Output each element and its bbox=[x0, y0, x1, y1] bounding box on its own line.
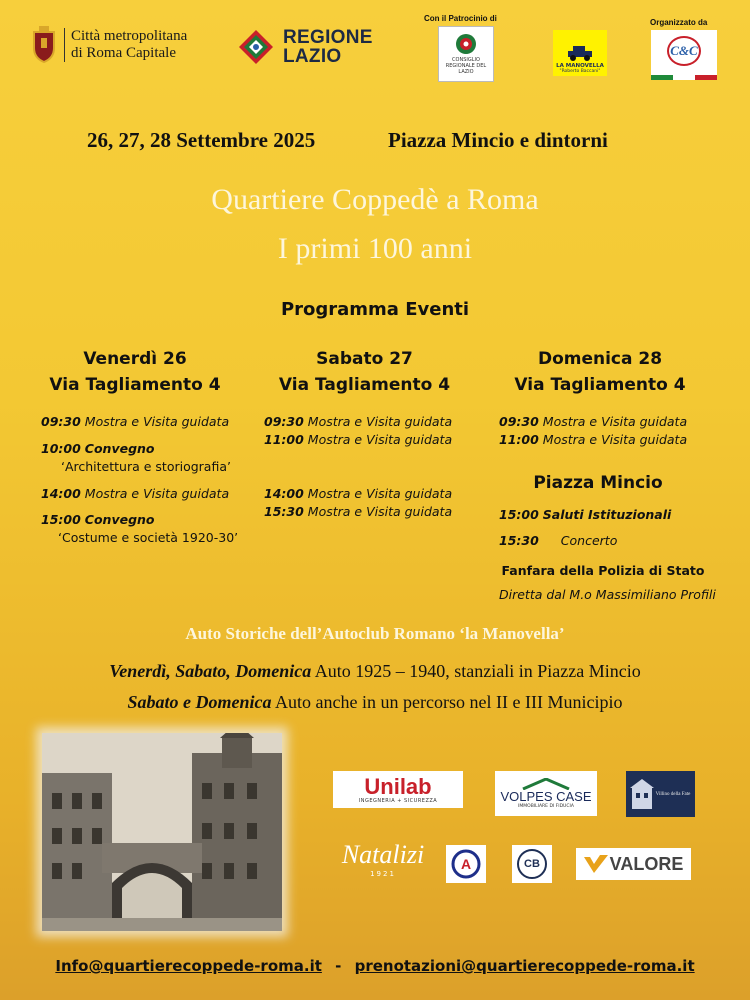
patrocinio-label: Con il Patrocinio di bbox=[424, 14, 497, 23]
info-email-link[interactable]: Info@quartierecoppede-roma.it bbox=[55, 957, 322, 975]
organizer-mark: C&C bbox=[667, 36, 701, 66]
organizer-logo bbox=[651, 30, 717, 80]
program-title: Programma Eventi bbox=[280, 299, 470, 320]
citta-line2: di Roma Capitale bbox=[71, 45, 176, 61]
auto-line1-bold: Venerdì, Sabato, Domenica bbox=[109, 661, 312, 681]
event-place: Piazza Mincio e dintorni bbox=[388, 128, 608, 152]
organizzato-label: Organizzato da bbox=[650, 18, 708, 27]
friday-header bbox=[30, 346, 240, 398]
event-time: 15:00 bbox=[41, 512, 81, 527]
auto-line2-rest: Auto anche in un percorso nel II e III Municipio bbox=[271, 692, 623, 712]
friday-day: Venerdì 26 bbox=[83, 349, 187, 369]
valore-check-icon bbox=[584, 855, 608, 873]
natalizi-year: 1921 bbox=[370, 870, 396, 878]
unilab-name: Unilab bbox=[364, 773, 432, 799]
citta-metropolitana-logo bbox=[30, 26, 187, 64]
schedule-item bbox=[264, 486, 452, 502]
auto-line1 bbox=[0, 661, 750, 682]
saturday-day: Sabato 27 bbox=[316, 349, 413, 369]
schedule-item bbox=[264, 432, 452, 448]
event-time: 15:30 bbox=[264, 504, 304, 519]
event-dates: 26, 27, 28 Settembre 2025 bbox=[87, 128, 316, 152]
manovella-text: LA MANOVELLA bbox=[556, 63, 604, 69]
volpes-sub: IMMOBILIARE DI FIDUCIA bbox=[518, 804, 574, 809]
schedule-item bbox=[499, 533, 617, 549]
fanfara-text: Fanfara della Polizia di Stato bbox=[501, 563, 705, 578]
event-desc: Mostra e Visita guidata bbox=[84, 486, 230, 501]
circle-a-icon bbox=[451, 849, 481, 879]
prenotazioni-email-link[interactable]: prenotazioni@quartierecoppede-roma.it bbox=[354, 957, 695, 975]
schedule-item bbox=[264, 504, 452, 520]
building-illustration bbox=[42, 733, 282, 931]
manovella-sub: "Roberto Baccani" bbox=[559, 69, 601, 74]
event-desc: Concerto bbox=[560, 533, 618, 548]
vintage-car-icon bbox=[565, 43, 595, 63]
event-desc: Convegno bbox=[84, 441, 155, 456]
unilab-sub: INGEGNERIA + SICUREZZA bbox=[358, 797, 438, 804]
event-subtitle: ‘Architettura e storiografia’ bbox=[61, 459, 231, 474]
event-title-line1: Quartiere Coppedè a Roma bbox=[211, 183, 539, 216]
schedule-item bbox=[41, 512, 155, 528]
roma-crest-icon bbox=[30, 26, 58, 64]
friday-location: Via Tagliamento 4 bbox=[49, 375, 221, 395]
italian-flag-stripe bbox=[651, 75, 717, 80]
unilab-logo bbox=[333, 771, 463, 808]
event-desc: Mostra e Visita guidata bbox=[307, 486, 453, 501]
schedule-item bbox=[41, 486, 229, 502]
divider bbox=[64, 28, 65, 62]
schedule-item bbox=[41, 414, 229, 430]
event-desc: Mostra e Visita guidata bbox=[84, 414, 230, 429]
schedule-item bbox=[499, 507, 671, 523]
event-desc: Saluti Istituzionali bbox=[542, 507, 672, 522]
regione-lazio-logo bbox=[238, 28, 373, 66]
event-time: 14:00 bbox=[264, 486, 304, 501]
sponsor-a-logo bbox=[446, 845, 486, 883]
consiglio-text: CONSIGLIO REGIONALE DEL LAZIO bbox=[445, 57, 487, 75]
auto-line2 bbox=[0, 692, 750, 713]
event-desc: Mostra e Visita guidata bbox=[542, 432, 688, 447]
event-desc: Mostra e Visita guidata bbox=[307, 432, 453, 447]
citta-line1: Città metropolitana bbox=[71, 28, 188, 44]
event-time: 14:00 bbox=[41, 486, 81, 501]
event-time: 09:30 bbox=[41, 414, 81, 429]
piazza-mincio-title: Piazza Mincio bbox=[533, 473, 663, 493]
schedule-item bbox=[499, 414, 687, 430]
valore-logo bbox=[576, 848, 691, 880]
cb-logo bbox=[512, 845, 552, 883]
volpes-name: VOLPES CASE bbox=[500, 789, 592, 804]
event-time: 15:30 bbox=[499, 533, 539, 548]
schedule-item bbox=[264, 414, 452, 430]
event-time: 11:00 bbox=[499, 432, 539, 447]
schedule-item bbox=[41, 441, 155, 457]
svg-text:A: A bbox=[460, 856, 472, 872]
regione-line1: REGIONE bbox=[283, 27, 373, 48]
event-time: 09:30 bbox=[499, 414, 539, 429]
footer-contacts bbox=[0, 957, 750, 975]
event-time: 15:00 bbox=[499, 507, 539, 522]
cb-mark: CB bbox=[517, 849, 547, 879]
villino-building-icon bbox=[630, 779, 654, 809]
regione-line2: LAZIO bbox=[283, 46, 342, 67]
event-desc: Mostra e Visita guidata bbox=[307, 504, 453, 519]
natalizi-logo bbox=[333, 840, 433, 885]
event-subtitle: ‘Costume e società 1920-30’ bbox=[58, 530, 239, 545]
volpes-case-logo bbox=[495, 771, 597, 816]
consiglio-regionale-logo bbox=[438, 26, 494, 82]
event-desc: Mostra e Visita guidata bbox=[307, 414, 453, 429]
natalizi-name: Natalizi bbox=[341, 840, 425, 869]
villino-text: Villino della Fate bbox=[655, 791, 691, 797]
saturday-header bbox=[262, 346, 467, 398]
event-time: 10:00 bbox=[41, 441, 81, 456]
villino-logo bbox=[626, 771, 695, 817]
event-time: 11:00 bbox=[264, 432, 304, 447]
auto-storiche-title: Auto Storiche dell’Autoclub Romano ‘la Manovella’ bbox=[185, 624, 565, 643]
consiglio-emblem-icon bbox=[455, 33, 477, 55]
valore-name: VALORE bbox=[609, 853, 684, 874]
auto-line2-bold: Sabato e Domenica bbox=[127, 692, 272, 712]
coppede-building-photo bbox=[42, 733, 282, 931]
regione-emblem-icon bbox=[238, 29, 274, 65]
event-time: 09:30 bbox=[264, 414, 304, 429]
auto-line1-rest: Auto 1925 – 1940, stanziali in Piazza Mincio bbox=[311, 661, 641, 681]
footer-separator: - bbox=[335, 957, 342, 975]
sunday-day: Domenica 28 bbox=[537, 349, 663, 369]
sunday-location: Via Tagliamento 4 bbox=[514, 375, 686, 395]
saturday-location: Via Tagliamento 4 bbox=[278, 375, 451, 395]
event-title-line2: I primi 100 anni bbox=[277, 232, 473, 265]
event-desc: Convegno bbox=[84, 512, 155, 527]
direttore-text: Diretta dal M.o Massimiliano Profili bbox=[499, 587, 716, 602]
manovella-logo bbox=[553, 30, 607, 76]
schedule-item bbox=[499, 432, 687, 448]
sunday-header bbox=[498, 346, 702, 398]
event-desc: Mostra e Visita guidata bbox=[542, 414, 688, 429]
